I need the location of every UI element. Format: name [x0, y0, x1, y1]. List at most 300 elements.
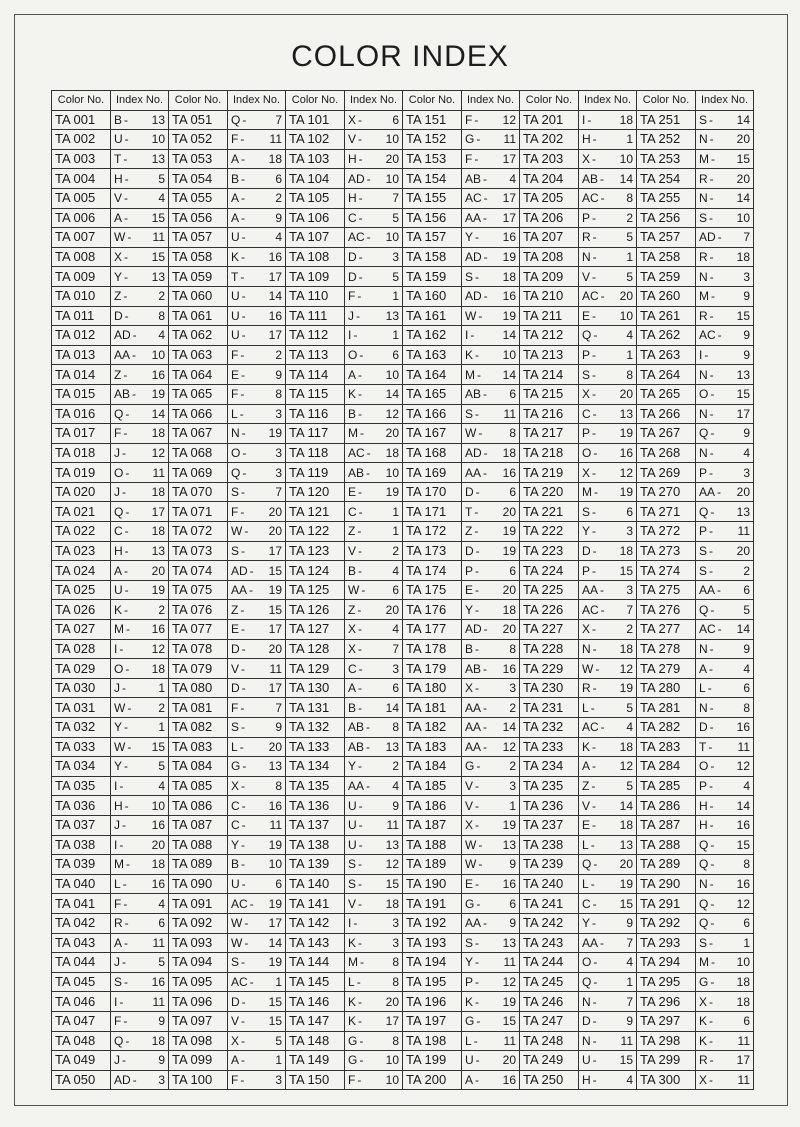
index-letter: U — [231, 308, 240, 323]
index-letter: S — [348, 857, 357, 872]
index-letter: I — [114, 641, 118, 656]
index-no-cell — [579, 169, 637, 189]
index-number: 18 — [385, 896, 399, 911]
color-no-cell: TA 044 — [52, 953, 111, 973]
index-separator: - — [709, 818, 714, 833]
index-letter: Q — [114, 504, 124, 519]
index-number: 6 — [743, 1014, 750, 1029]
index-letter: Q — [699, 602, 709, 617]
index-no-cell — [345, 326, 403, 346]
index-no-cell — [345, 678, 403, 698]
index-separator: - — [358, 798, 363, 813]
index-letter: E — [465, 583, 474, 598]
index-number: 14 — [736, 191, 750, 206]
index-number: 16 — [268, 798, 282, 813]
index-number: 3 — [275, 465, 282, 480]
index-letter: K — [582, 739, 591, 754]
index-letter: D — [465, 543, 474, 558]
color-no-cell: TA 106 — [286, 208, 345, 228]
index-separator: - — [710, 602, 715, 617]
index-letter: S — [465, 269, 474, 284]
color-no-cell: TA 193 — [403, 933, 462, 953]
index-separator: - — [595, 661, 600, 676]
color-no-cell: TA 292 — [637, 913, 696, 933]
index-number: 11 — [152, 465, 165, 480]
index-number: 12 — [151, 641, 165, 656]
index-letter: S — [699, 210, 708, 225]
index-no-cell — [111, 659, 169, 679]
index-separator: - — [358, 269, 363, 284]
color-no-cell: TA 205 — [520, 188, 579, 208]
index-letter: L — [699, 681, 706, 696]
index-number: 10 — [619, 308, 633, 323]
index-letter: W — [348, 583, 360, 598]
index-number: 11 — [737, 739, 750, 754]
index-separator: - — [241, 367, 246, 382]
index-number: 18 — [619, 641, 633, 656]
index-number: 8 — [158, 308, 165, 323]
color-no-cell: TA 175 — [403, 580, 462, 600]
index-separator: - — [125, 661, 130, 676]
index-no-cell — [696, 561, 754, 581]
index-no-cell — [345, 424, 403, 444]
index-letter: AA — [465, 916, 482, 931]
index-letter: I — [114, 994, 118, 1009]
index-separator: - — [710, 426, 715, 441]
index-separator: - — [126, 622, 130, 637]
index-letter: P — [465, 563, 474, 578]
index-number: 17 — [502, 191, 516, 206]
color-no-cell: TA 051 — [169, 110, 228, 130]
index-number: 20 — [736, 132, 750, 147]
index-letter: X — [699, 1072, 708, 1087]
index-separator: - — [358, 563, 363, 578]
color-no-cell: TA 226 — [520, 600, 579, 620]
color-no-cell: TA 263 — [637, 345, 696, 365]
index-separator: - — [122, 485, 126, 500]
index-separator: - — [124, 759, 129, 774]
index-number: 15 — [736, 387, 750, 402]
index-number: 11 — [269, 661, 282, 676]
index-separator: - — [483, 445, 488, 460]
index-separator: - — [119, 779, 124, 794]
index-letter: F — [348, 1072, 356, 1087]
index-letter: T — [465, 504, 473, 519]
index-separator: - — [592, 563, 597, 578]
index-separator: - — [593, 445, 598, 460]
color-no-cell: TA 135 — [286, 776, 345, 796]
index-letter: N — [699, 191, 708, 206]
color-no-cell: TA 234 — [520, 757, 579, 777]
index-no-cell — [696, 874, 754, 894]
color-no-cell: TA 010 — [52, 286, 111, 306]
table-row — [52, 306, 754, 326]
index-no-cell — [228, 776, 286, 796]
color-no-cell: TA 022 — [52, 522, 111, 542]
index-separator: - — [592, 994, 597, 1009]
index-number: 15 — [736, 308, 750, 323]
index-no-cell — [462, 1011, 520, 1031]
index-separator: - — [240, 504, 245, 519]
index-number: 15 — [151, 210, 165, 225]
index-number: 20 — [502, 1053, 516, 1068]
index-number: 16 — [502, 289, 516, 304]
color-no-cell: TA 127 — [286, 620, 345, 640]
color-no-cell: TA 097 — [169, 1011, 228, 1031]
index-number: 3 — [158, 1072, 165, 1087]
index-letter: P — [699, 465, 708, 480]
index-no-cell — [462, 228, 520, 248]
index-no-cell — [228, 855, 286, 875]
index-number: 3 — [275, 1072, 282, 1087]
index-letter: E — [231, 367, 240, 382]
index-separator: - — [132, 328, 137, 343]
index-letter: P — [582, 348, 591, 363]
color-no-cell: TA 119 — [286, 463, 345, 483]
index-no-cell — [111, 678, 169, 698]
color-no-cell: TA 271 — [637, 502, 696, 522]
index-number: 2 — [275, 348, 282, 363]
color-no-cell: TA 155 — [403, 188, 462, 208]
index-separator: - — [127, 700, 132, 715]
index-letter: D — [231, 641, 240, 656]
color-no-cell: TA 170 — [403, 482, 462, 502]
index-no-cell — [696, 130, 754, 150]
color-no-cell: TA 028 — [52, 639, 111, 659]
index-no-cell — [579, 404, 637, 424]
index-number: 20 — [619, 387, 633, 402]
index-number: 11 — [152, 935, 165, 950]
index-number: 8 — [392, 975, 399, 990]
color-no-cell: TA 072 — [169, 522, 228, 542]
color-no-cell: TA 247 — [520, 1011, 579, 1031]
index-letter: H — [114, 798, 123, 813]
table-row — [52, 443, 754, 463]
color-no-cell: TA 093 — [169, 933, 228, 953]
color-no-header: Color No. — [52, 91, 111, 111]
index-number: 11 — [620, 1033, 633, 1048]
color-no-cell: TA 011 — [52, 306, 111, 326]
index-number: 5 — [158, 171, 165, 186]
index-separator: - — [478, 426, 483, 441]
color-no-cell: TA 042 — [52, 913, 111, 933]
index-letter: S — [699, 112, 708, 127]
color-no-cell: TA 053 — [169, 149, 228, 169]
color-no-cell: TA 085 — [169, 776, 228, 796]
index-separator: - — [366, 445, 371, 460]
table-row — [52, 1051, 754, 1071]
index-separator: - — [483, 191, 488, 206]
index-letter: J — [114, 681, 120, 696]
index-separator: - — [124, 583, 129, 598]
index-letter: A — [231, 152, 240, 167]
index-no-cell — [462, 404, 520, 424]
index-no-cell — [462, 149, 520, 169]
index-no-cell — [579, 639, 637, 659]
index-letter: T — [114, 152, 122, 167]
color-no-cell: TA 143 — [286, 933, 345, 953]
color-no-cell: TA 105 — [286, 188, 345, 208]
index-no-cell — [696, 384, 754, 404]
index-separator: - — [710, 759, 715, 774]
index-no-cell — [111, 502, 169, 522]
index-number: 14 — [385, 700, 399, 715]
index-number: 1 — [626, 132, 633, 147]
index-letter: J — [114, 955, 120, 970]
index-letter: AC — [348, 445, 365, 460]
index-number: 9 — [509, 916, 516, 931]
index-number: 15 — [619, 1053, 633, 1068]
index-letter: Q — [231, 465, 241, 480]
index-letter: I — [114, 779, 118, 794]
index-no-cell — [111, 874, 169, 894]
index-number: 12 — [619, 759, 633, 774]
index-no-cell — [345, 913, 403, 933]
index-number: 17 — [736, 406, 750, 421]
index-separator: - — [592, 524, 597, 539]
index-letter: K — [465, 994, 474, 1009]
color-no-cell: TA 252 — [637, 130, 696, 150]
color-no-cell: TA 291 — [637, 894, 696, 914]
index-no-cell — [228, 1011, 286, 1031]
index-number: 4 — [626, 328, 633, 343]
index-separator: - — [239, 739, 244, 754]
index-no-cell — [345, 1031, 403, 1051]
color-no-cell: TA 146 — [286, 992, 345, 1012]
index-no-cell — [462, 639, 520, 659]
index-number: 8 — [392, 720, 399, 735]
color-no-cell: TA 273 — [637, 541, 696, 561]
index-number: 2 — [158, 289, 165, 304]
index-no-cell — [696, 149, 754, 169]
index-letter: D — [582, 1014, 591, 1029]
index-letter: C — [114, 524, 123, 539]
index-no-cell — [111, 815, 169, 835]
index-number: 10 — [385, 132, 399, 147]
index-separator: - — [119, 837, 124, 852]
index-separator: - — [123, 152, 128, 167]
color-no-cell: TA 254 — [637, 169, 696, 189]
index-letter: X — [231, 779, 240, 794]
index-letter: A — [114, 935, 123, 950]
index-separator: - — [708, 739, 713, 754]
index-number: 19 — [268, 583, 282, 598]
index-letter: AA — [114, 348, 131, 363]
color-no-cell: TA 232 — [520, 718, 579, 738]
index-separator: - — [600, 289, 605, 304]
index-number: 9 — [626, 1014, 633, 1029]
index-no-cell — [696, 953, 754, 973]
index-letter: X — [348, 641, 357, 656]
color-no-cell: TA 084 — [169, 757, 228, 777]
index-number: 18 — [385, 445, 399, 460]
index-number: 16 — [151, 877, 165, 892]
index-number: 13 — [151, 152, 165, 167]
table-row — [52, 698, 754, 718]
index-letter: AB — [465, 387, 482, 402]
table-row — [52, 1070, 754, 1090]
index-number: 5 — [743, 602, 750, 617]
index-letter: AB — [465, 171, 482, 186]
index-number: 1 — [743, 935, 750, 950]
index-no-cell — [462, 1070, 520, 1090]
index-separator: - — [483, 661, 488, 676]
index-no-cell — [462, 169, 520, 189]
index-letter: W — [465, 857, 477, 872]
index-letter: L — [465, 1033, 472, 1048]
index-separator: - — [240, 1072, 245, 1087]
page-title: COLOR INDEX — [291, 40, 509, 73]
index-number: 18 — [502, 269, 516, 284]
index-letter: Q — [582, 328, 592, 343]
index-separator: - — [366, 720, 371, 735]
index-letter: O — [114, 661, 124, 676]
index-no-cell — [228, 384, 286, 404]
color-no-cell: TA 289 — [637, 855, 696, 875]
index-number: 12 — [619, 465, 633, 480]
index-letter: F — [114, 426, 122, 441]
color-no-cell: TA 199 — [403, 1051, 462, 1071]
color-no-cell: TA 297 — [637, 1011, 696, 1031]
color-no-cell: TA 243 — [520, 933, 579, 953]
index-separator: - — [366, 779, 371, 794]
color-no-cell: TA 239 — [520, 855, 579, 875]
index-no-cell — [696, 169, 754, 189]
color-no-cell: TA 213 — [520, 345, 579, 365]
index-no-cell — [462, 718, 520, 738]
color-no-cell: TA 241 — [520, 894, 579, 914]
index-letter: AA — [582, 583, 599, 598]
index-separator: - — [241, 681, 246, 696]
color-no-cell: TA 257 — [637, 228, 696, 248]
index-no-cell — [345, 502, 403, 522]
index-separator: - — [241, 485, 246, 500]
index-separator: - — [360, 426, 364, 441]
index-separator: - — [475, 955, 480, 970]
color-no-cell: TA 294 — [637, 953, 696, 973]
index-no-cell — [111, 894, 169, 914]
index-separator: - — [124, 308, 129, 323]
index-separator: - — [483, 465, 488, 480]
index-no-cell — [579, 698, 637, 718]
index-number: 13 — [268, 759, 282, 774]
index-number: 6 — [626, 504, 633, 519]
index-no-cell — [696, 502, 754, 522]
index-separator: - — [476, 1014, 481, 1029]
index-separator: - — [124, 916, 129, 931]
index-number: 9 — [275, 720, 282, 735]
index-separator: - — [359, 1053, 364, 1068]
color-no-cell: TA 091 — [169, 894, 228, 914]
index-number: 6 — [743, 916, 750, 931]
table-row — [52, 796, 754, 816]
index-no-cell — [111, 267, 169, 287]
index-letter: AB — [348, 720, 365, 735]
index-no-cell — [579, 541, 637, 561]
index-separator: - — [592, 406, 597, 421]
index-number: 4 — [392, 563, 399, 578]
index-separator: - — [600, 171, 605, 186]
index-number: 19 — [502, 818, 516, 833]
index-letter: P — [699, 779, 708, 794]
index-number: 18 — [619, 818, 633, 833]
color-no-cell: TA 179 — [403, 659, 462, 679]
color-no-cell: TA 189 — [403, 855, 462, 875]
index-number: 11 — [269, 818, 282, 833]
table-body — [52, 110, 754, 1090]
index-number: 19 — [268, 426, 282, 441]
index-separator: - — [132, 387, 137, 402]
index-letter: W — [231, 524, 243, 539]
index-letter: P — [582, 563, 591, 578]
index-number: 9 — [743, 348, 750, 363]
index-separator: - — [475, 1072, 480, 1087]
index-separator: - — [593, 955, 598, 970]
table-row — [52, 326, 754, 346]
index-letter: D — [465, 485, 474, 500]
index-no-cell — [228, 835, 286, 855]
color-no-cell: TA 021 — [52, 502, 111, 522]
color-no-cell: TA 270 — [637, 482, 696, 502]
color-no-cell: TA 147 — [286, 1011, 345, 1031]
index-no-cell — [579, 286, 637, 306]
index-letter: AA — [231, 583, 248, 598]
index-no-cell — [111, 130, 169, 150]
index-separator: - — [358, 641, 363, 656]
index-separator: - — [123, 289, 128, 304]
index-separator: - — [483, 720, 488, 735]
index-no-cell — [228, 463, 286, 483]
index-separator: - — [125, 406, 130, 421]
index-no-cell — [228, 620, 286, 640]
index-letter: H — [114, 543, 123, 558]
color-no-cell: TA 068 — [169, 443, 228, 463]
index-number: 16 — [268, 250, 282, 265]
index-no-cell — [579, 796, 637, 816]
index-no-cell — [579, 913, 637, 933]
index-separator: - — [592, 1072, 597, 1087]
index-letter: F — [231, 387, 239, 402]
index-number: 18 — [619, 112, 633, 127]
index-number: 14 — [619, 171, 633, 186]
index-separator: - — [358, 857, 363, 872]
index-number: 14 — [736, 112, 750, 127]
index-letter: M — [699, 289, 709, 304]
index-separator: - — [590, 877, 595, 892]
index-no-cell — [345, 365, 403, 385]
index-no-cell — [579, 561, 637, 581]
index-letter: B — [348, 563, 357, 578]
index-letter: E — [465, 877, 474, 892]
index-number: 20 — [502, 622, 516, 637]
index-number: 5 — [158, 955, 165, 970]
index-no-cell — [228, 169, 286, 189]
index-number: 17 — [268, 681, 282, 696]
color-no-cell: TA 168 — [403, 443, 462, 463]
index-no-cell — [462, 110, 520, 130]
index-letter: Y — [465, 230, 474, 245]
index-letter: Q — [582, 857, 592, 872]
color-no-cell: TA 009 — [52, 267, 111, 287]
index-no-cell — [228, 365, 286, 385]
index-number: 9 — [158, 1014, 165, 1029]
index-no-cell — [579, 149, 637, 169]
index-no-cell — [228, 718, 286, 738]
index-separator: - — [241, 857, 246, 872]
color-no-cell: TA 214 — [520, 365, 579, 385]
index-no-cell — [462, 580, 520, 600]
color-no-cell: TA 180 — [403, 678, 462, 698]
